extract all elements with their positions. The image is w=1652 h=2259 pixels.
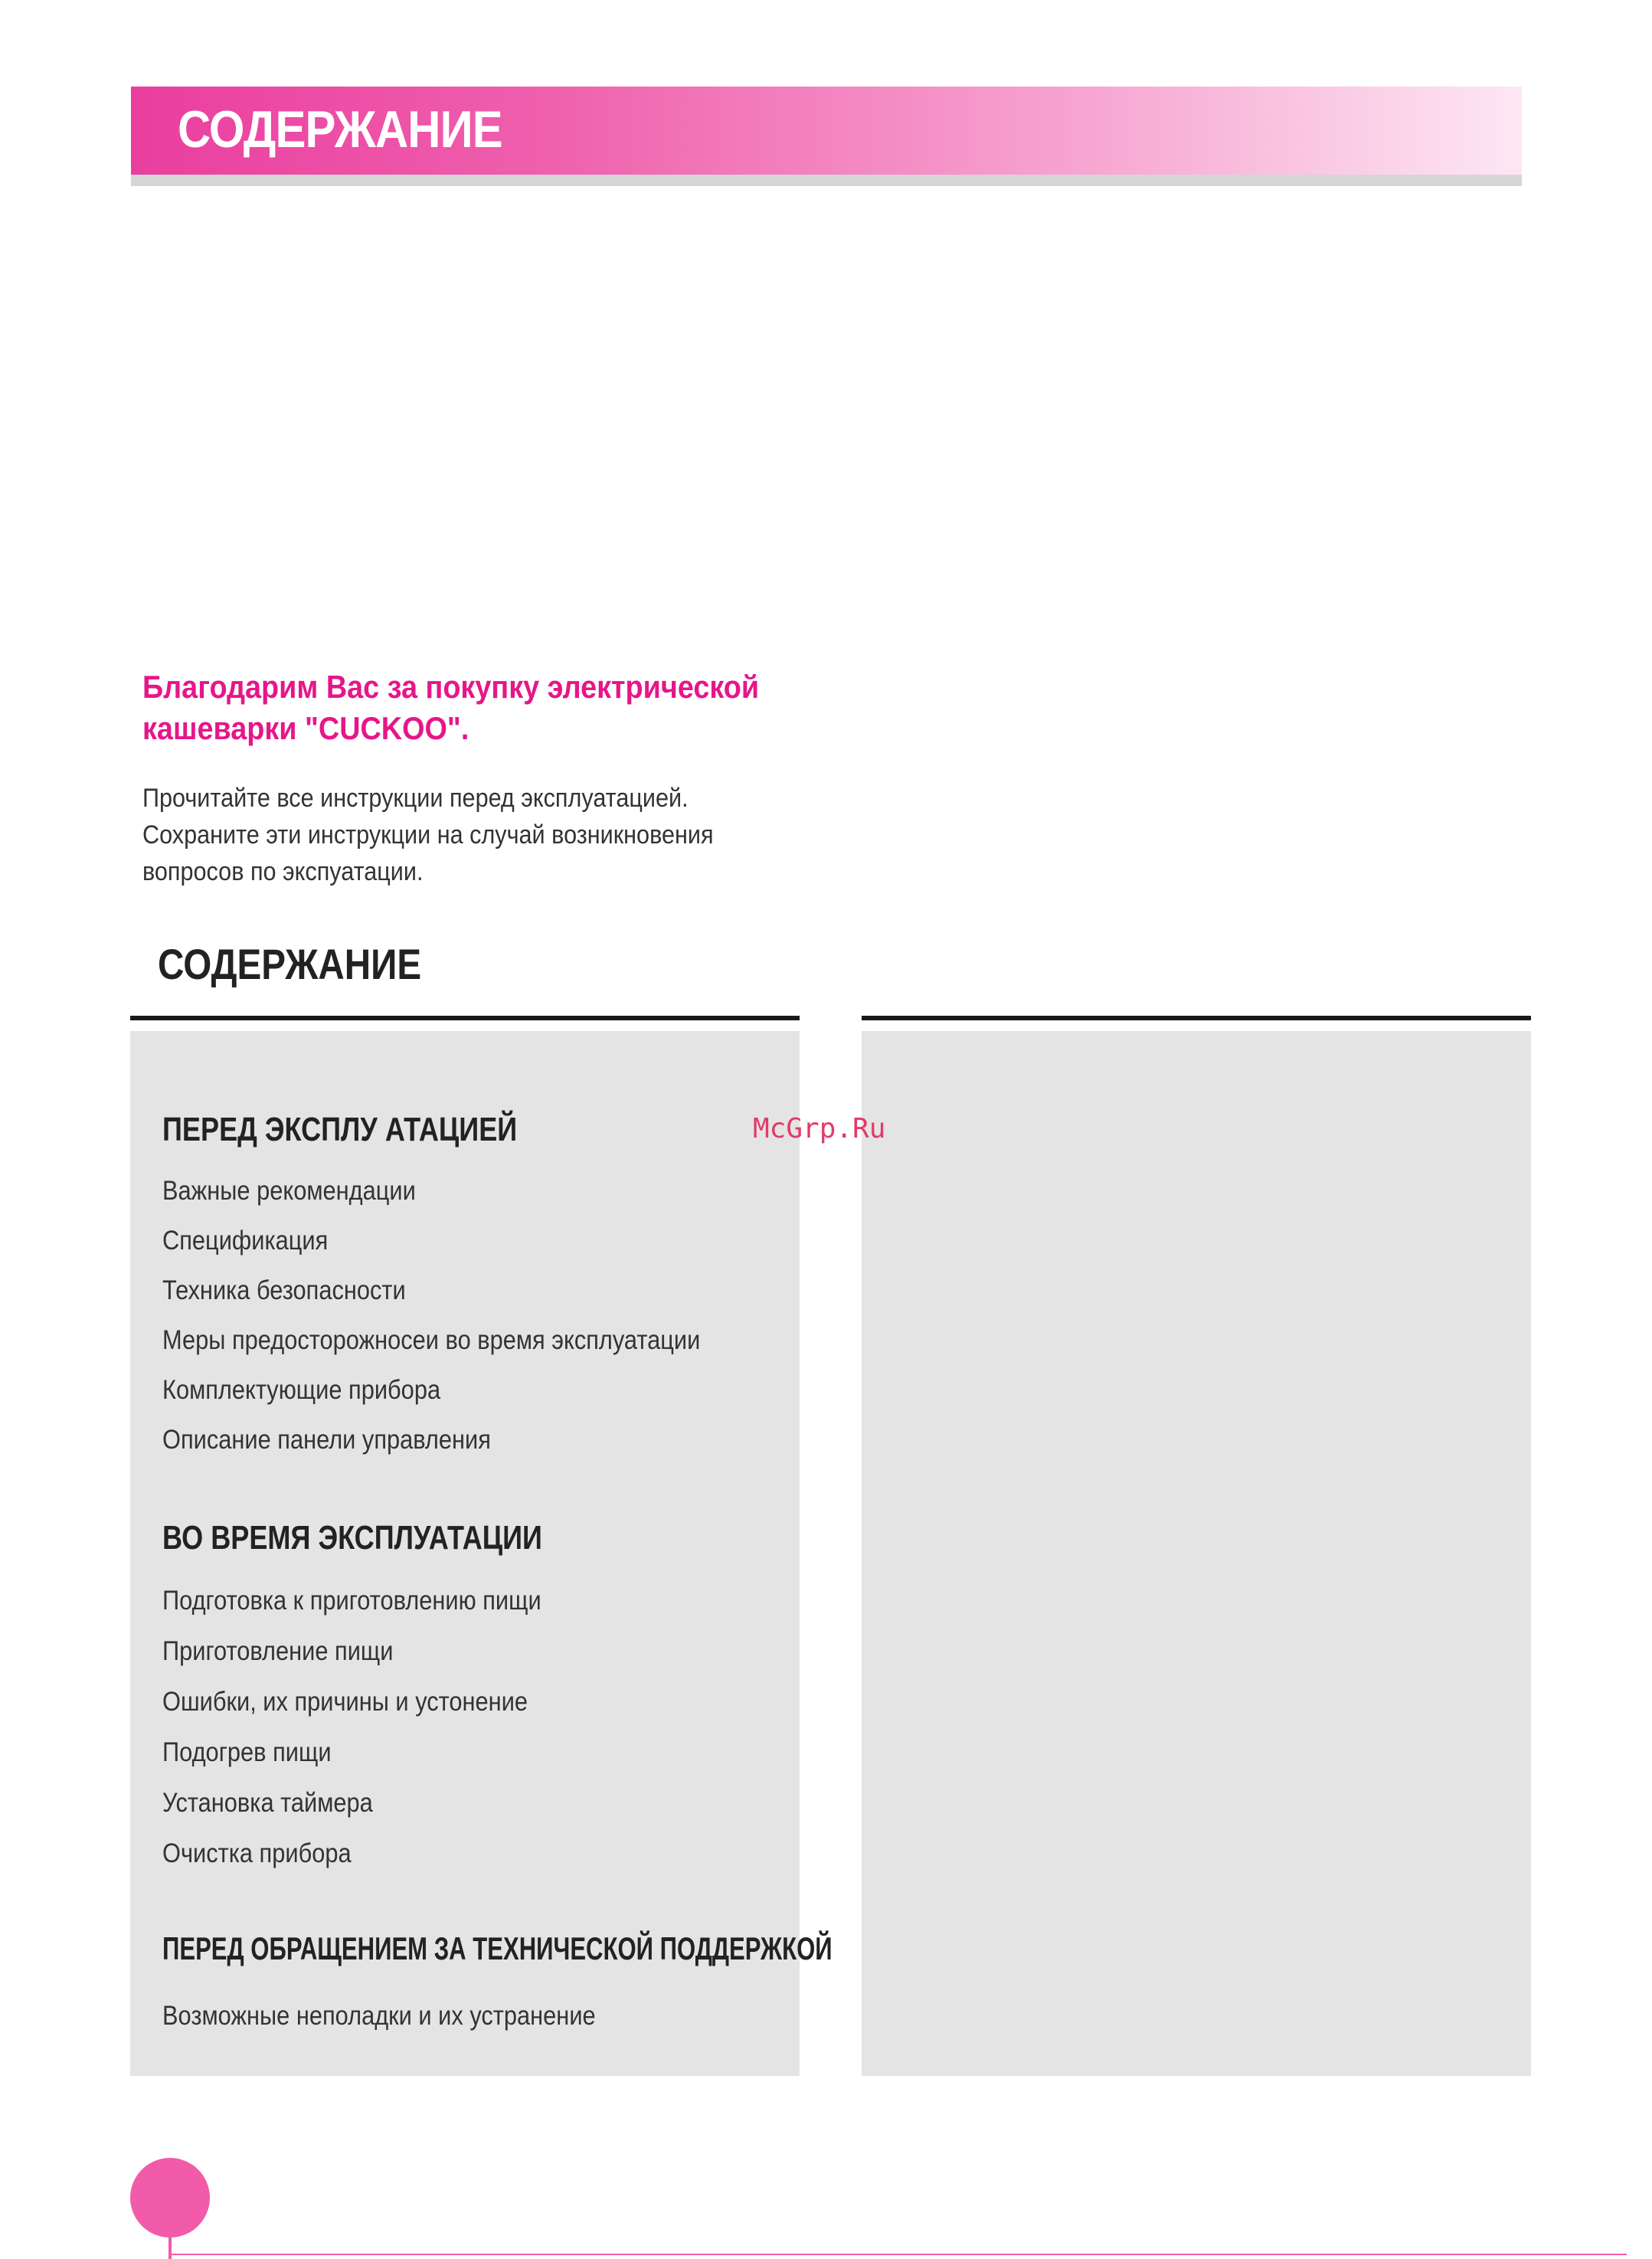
toc-item[interactable]: Возможные неполадки и их устранение — [162, 2001, 596, 2031]
toc-item[interactable]: Подогрев пищи — [162, 1737, 332, 1767]
page-number-circle — [130, 2158, 210, 2238]
toc-item[interactable]: Очистка прибора — [162, 1838, 352, 1868]
toc-section-title: ПЕРЕД ЭКСПЛУ АТАЦИЕЙ — [162, 1111, 518, 1148]
toc-item[interactable]: Подготовка к приготовлению пищи — [162, 1586, 541, 1616]
watermark: McGrp.Ru — [753, 1113, 886, 1144]
toc-item[interactable]: Важные рекомендации — [162, 1176, 416, 1206]
toc-item[interactable]: Описание панели управления — [162, 1425, 491, 1455]
header-shadow — [131, 175, 1522, 186]
thanks-line-1: Благодарим Вас за покупку электрической — [142, 669, 760, 705]
instruction-line-2: Сохраните эти инструкции на случай возникновения — [142, 820, 714, 850]
toc-item[interactable]: Спецификация — [162, 1226, 329, 1256]
thanks-message — [142, 666, 763, 749]
toc-item[interactable]: Приготовление пищи — [162, 1636, 394, 1666]
toc-section-title: ПЕРЕД ОБРАЩЕНИЕМ ЗА ТЕХНИЧЕСКОЙ ПОДДЕРЖКОЙ — [162, 1930, 833, 1966]
instructions-text — [142, 780, 714, 890]
toc-rule-left — [130, 1016, 800, 1020]
toc-section-title: ВО ВРЕМЯ ЭКСПЛУАТАЦИИ — [162, 1519, 542, 1557]
toc-item[interactable]: Ошибки, их причины и устонение — [162, 1687, 528, 1717]
footer-line — [172, 2254, 1627, 2255]
toc-item[interactable]: Меры предосторожносеи во время эксплуатации — [162, 1325, 701, 1355]
toc-item[interactable]: Техника безопасности — [162, 1275, 406, 1305]
toc-item[interactable]: Установка таймера — [162, 1788, 373, 1818]
instruction-line-1: Прочитайте все инструкции перед эксплуатацией. — [142, 784, 689, 813]
instruction-line-3: вопросов по экспуатации. — [142, 857, 424, 886]
toc-item[interactable]: Комплектующие прибора — [162, 1375, 441, 1405]
thanks-line-2: кашеварки "CUCKOO". — [142, 710, 469, 746]
toc-panel-right — [862, 1031, 1531, 2076]
toc-rule-right — [862, 1016, 1531, 1020]
toc-heading: СОДЕРЖАНИЕ — [158, 940, 422, 988]
page-title: СОДЕРЖАНИЕ — [178, 100, 502, 159]
